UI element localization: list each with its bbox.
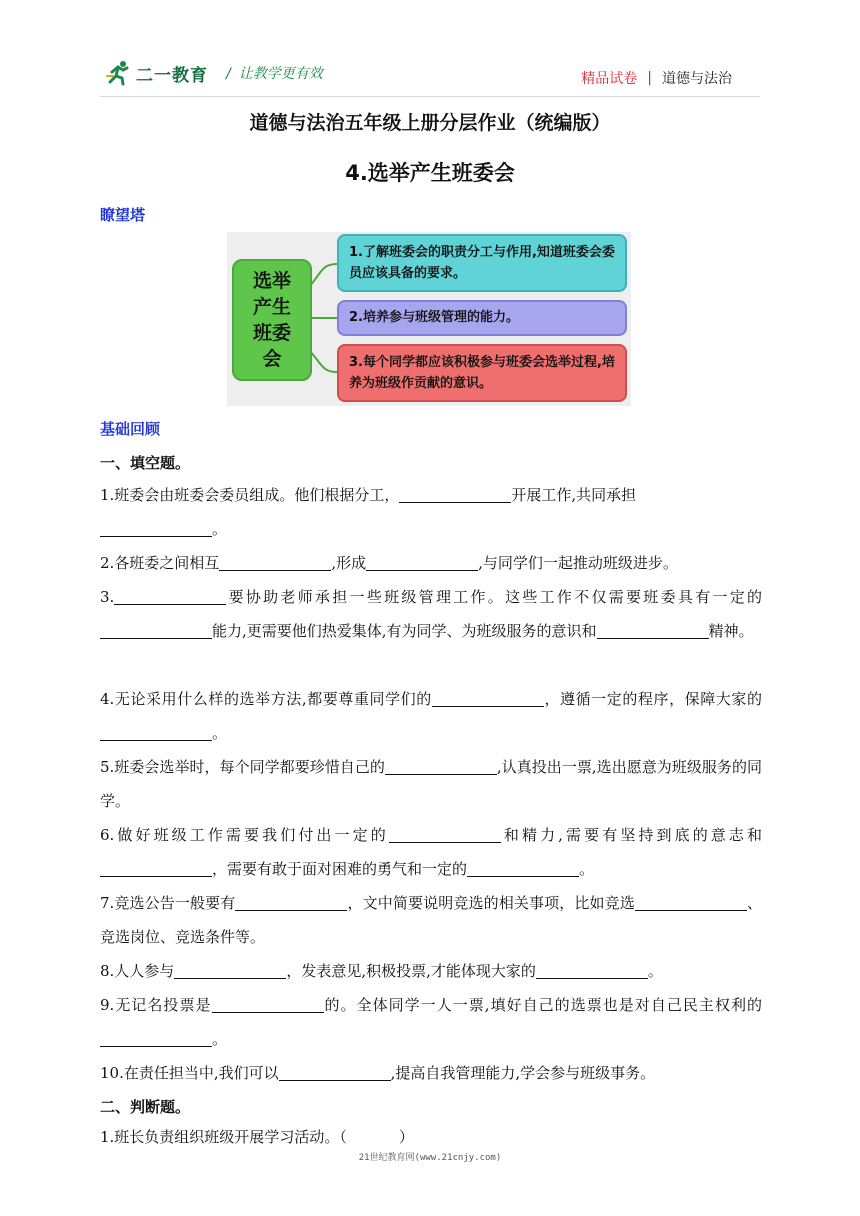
core-line: 选举	[252, 270, 291, 292]
q7-text: 7.竞选公告一般要有	[100, 894, 236, 912]
section-basic-review: 基础回顾	[100, 420, 161, 438]
answer-blank[interactable]	[100, 520, 212, 537]
answer-blank[interactable]	[100, 622, 212, 639]
core-line: 产生	[252, 296, 291, 318]
q5-text: 5.班委会选举时，每个同学都要珍惜自己的	[100, 758, 385, 776]
answer-blank[interactable]	[432, 690, 544, 707]
q1-text: 。	[212, 520, 228, 538]
answer-blank[interactable]	[279, 1064, 391, 1081]
slogan-slash: /	[226, 66, 231, 82]
core-line: 会	[262, 348, 282, 370]
q4-text: ，遵循一定的程序，保障大家的	[543, 690, 762, 708]
q7-text: 、竞选岗位、竞选条件等。	[100, 894, 762, 946]
answer-blank[interactable]	[114, 588, 226, 605]
j1-text: 1.班长负责组织班级开展学习活动。（	[100, 1128, 347, 1146]
question-2	[100, 546, 762, 580]
answer-blank[interactable]	[635, 894, 747, 911]
q7-text: ，文中简要说明竞选的相关事项，比如竞选	[347, 894, 635, 912]
part1-heading: 一、填空题。	[100, 454, 191, 472]
core-line: 班委	[252, 322, 291, 344]
question-5	[100, 750, 762, 818]
question-3	[100, 580, 762, 648]
answer-blank[interactable]	[212, 996, 324, 1013]
q6-text: ，需要有敢于面对困难的勇气和一定的	[212, 860, 468, 878]
logo-text: 二一教育	[136, 65, 208, 86]
objectives-diagram	[227, 232, 631, 406]
question-1	[100, 478, 762, 546]
lesson-title: 4.选举产生班委会	[345, 161, 515, 185]
q9-text: 。	[212, 1030, 228, 1048]
logo	[106, 58, 323, 88]
q8-text: 8.人人参与	[100, 962, 175, 980]
judgment-1	[100, 1120, 762, 1154]
answer-blank[interactable]	[385, 758, 497, 775]
diagram-core	[232, 259, 312, 381]
q3-text: 要协助老师承担一些班级管理工作。这些工作不仅需要班委具有一定的	[226, 588, 762, 606]
q2-text: ,与同学们一起推动班级进步。	[478, 554, 678, 572]
answer-blank[interactable]	[174, 962, 286, 979]
answer-blank[interactable]	[235, 894, 347, 911]
runner-logo-icon	[106, 60, 132, 86]
page-header	[100, 56, 760, 97]
q9-text: 9.无记名投票是	[100, 996, 212, 1014]
question-6	[100, 818, 762, 886]
question-8	[100, 954, 762, 988]
answer-blank[interactable]	[467, 860, 579, 877]
j1-text: ）	[398, 1128, 414, 1146]
question-7	[100, 886, 762, 954]
question-9	[100, 988, 762, 1056]
answer-blank[interactable]	[389, 826, 501, 843]
answer-blank[interactable]	[399, 486, 511, 503]
q3-text: 能力,更需要他们热爱集体,有为同学、为班级服务的意识和	[212, 622, 597, 640]
q1-text: 开展工作,共同承担	[511, 486, 637, 504]
objective-3: 3.每个同学都应该积极参与班委会选举过程,培养为班级作贡献的意识。	[337, 344, 627, 402]
q6-text: 。	[579, 860, 595, 878]
answer-blank[interactable]	[219, 554, 331, 571]
q4-text: 。	[212, 724, 228, 742]
answer-blank[interactable]	[366, 554, 478, 571]
answer-blank[interactable]	[100, 1030, 212, 1047]
part2-heading: 二、判断题。	[100, 1098, 191, 1116]
answer-blank[interactable]	[100, 860, 212, 877]
answer-blank[interactable]	[597, 622, 709, 639]
q3-text: 3.	[100, 588, 115, 606]
slogan-text: 让教学更有效	[238, 66, 323, 82]
q3-text: 精神。	[708, 622, 754, 640]
q2-text: ,形成	[331, 554, 367, 572]
q1-text: 1.班委会由班委会委员组成。他们根据分工，	[100, 486, 400, 504]
q8-text: ，发表意见,积极投票,才能体现大家的	[286, 962, 536, 980]
q10-text: ,提高自我管理能力,学会参与班级事务。	[390, 1064, 656, 1082]
header-tags	[581, 68, 732, 88]
q6-text: 和精力,需要有坚持到底的意志和	[500, 826, 762, 844]
q8-text: 。	[647, 962, 663, 980]
footer-credit: 21世纪教育网(www.21cnjy.com)	[358, 1153, 502, 1163]
tag-separator: |	[647, 70, 652, 86]
objective-2: 2.培养参与班级管理的能力。	[337, 300, 627, 336]
tag-premium: 精品试卷	[581, 71, 638, 87]
q10-text: 10.在责任担当中,我们可以	[100, 1064, 279, 1082]
q4-text: 4.无论采用什么样的选举方法,都要尊重同学们的	[100, 690, 432, 708]
slogan	[226, 63, 323, 83]
document-title: 道德与法治五年级上册分层作业（统编版）	[249, 112, 611, 134]
tag-subject: 道德与法治	[662, 71, 732, 87]
objective-1: 1.了解班委会的职责分工与作用,知道班委会委员应该具备的要求。	[337, 234, 627, 292]
q5-text: ,认真投出一票,选出愿意为班级服务的同学。	[100, 758, 762, 810]
answer-blank[interactable]	[536, 962, 648, 979]
q9-text: 的。全体同学一人一票,填好自己的选票也是对自己民主权利的	[323, 996, 762, 1014]
question-4	[100, 682, 762, 750]
question-10	[100, 1056, 762, 1090]
section-lookout: 瞭望塔	[100, 206, 146, 224]
answer-blank[interactable]	[100, 724, 212, 741]
q2-text: 2.各班委之间相互	[100, 554, 220, 572]
q6-text: 6.做好班级工作需要我们付出一定的	[100, 826, 389, 844]
